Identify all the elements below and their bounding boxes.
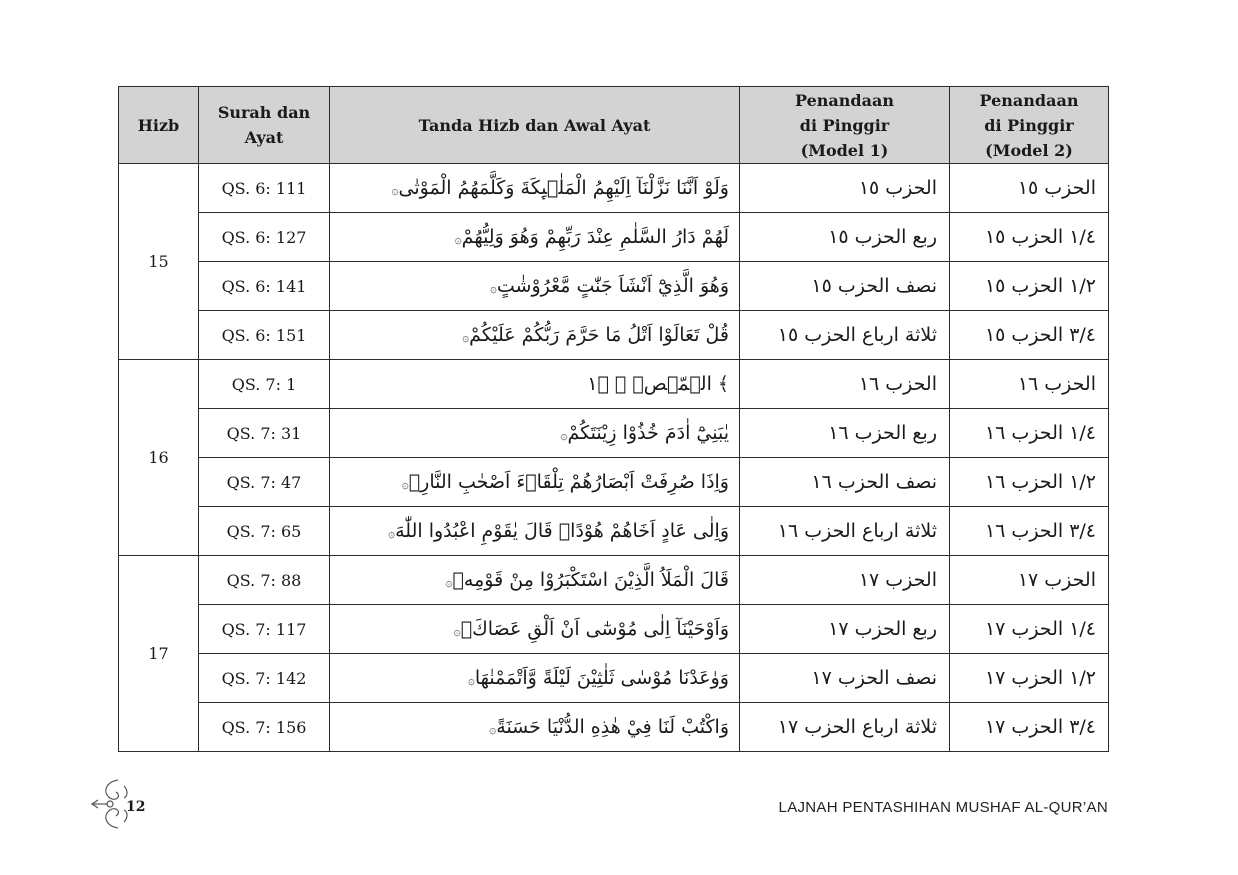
surah-ayat-ref: QS. 7: 65 bbox=[199, 507, 330, 556]
ayat-cell bbox=[330, 409, 740, 458]
ayat-cell bbox=[330, 213, 740, 262]
margin-mark-model-2 bbox=[950, 360, 1109, 409]
margin-mark-model-2-text: ٣/٤ الحزب ١٦ bbox=[984, 520, 1096, 542]
table-row bbox=[119, 164, 1109, 213]
margin-mark-model-2-text: ١/٤ الحزب ١٦ bbox=[984, 422, 1096, 444]
margin-mark-model-1-text: الحزب ١٥ bbox=[858, 177, 937, 199]
margin-mark-model-2-text: ٣/٤ الحزب ١٧ bbox=[984, 716, 1096, 738]
page-number: 12 bbox=[126, 799, 146, 815]
ayat-text: وَهُوَ الَّذِيْٓ اَنْشَاَ جَنّٰتٍ مَّعْرُوْشٰتٍ bbox=[496, 275, 729, 297]
margin-mark-model-1 bbox=[740, 213, 950, 262]
hizb-marker-icon: ۞ bbox=[454, 232, 462, 246]
ayat-text-wrap bbox=[386, 177, 729, 199]
hizb-number: 17 bbox=[119, 556, 199, 752]
ayat-text: وَاَوْحَيْنَآ اِلٰى مُوْسٰٓى اَنْ اَلْقِ عَصَاكَۚ bbox=[460, 618, 729, 640]
margin-mark-model-2 bbox=[950, 605, 1109, 654]
margin-mark-model-2-text: ١/٢ الحزب ١٦ bbox=[984, 471, 1096, 493]
ayat-text-wrap bbox=[484, 275, 729, 297]
ayat-text: الۤمّۤصۤ ۚ ﴿١﴾ bbox=[587, 373, 729, 395]
ayat-text-wrap bbox=[456, 324, 729, 346]
header-model-2: Penandaan di Pinggir (Model 2) bbox=[950, 87, 1109, 164]
hizb-marker-icon: ۞ bbox=[467, 673, 475, 687]
hizb-marker-icon: ۞ bbox=[462, 330, 470, 344]
ayat-text-wrap bbox=[483, 716, 729, 738]
surah-ayat-ref: QS. 6: 111 bbox=[199, 164, 330, 213]
ayat-text-wrap bbox=[587, 373, 729, 395]
margin-mark-model-1 bbox=[740, 556, 950, 605]
table-row bbox=[119, 605, 1109, 654]
header-surah-ayat: Surah dan Ayat bbox=[199, 87, 330, 164]
hizb-marker-icon: ۞ bbox=[401, 477, 409, 491]
margin-mark-model-2 bbox=[950, 458, 1109, 507]
margin-mark-model-2 bbox=[950, 654, 1109, 703]
margin-mark-model-1-text: ثلاثة ارباع الحزب ١٧ bbox=[777, 716, 937, 738]
margin-mark-model-1 bbox=[740, 262, 950, 311]
table-row bbox=[119, 409, 1109, 458]
ayat-text: وَلَوْ اَنَّنَا نَزَّلْنَآ اِلَيْهِمُ الْمَلٰۤىِٕكَةَ وَكَلَّمَهُمُ الْمَوْتٰى bbox=[398, 177, 729, 199]
surah-ayat-ref: QS. 6: 151 bbox=[199, 311, 330, 360]
ayat-cell bbox=[330, 311, 740, 360]
surah-ayat-ref: QS. 7: 142 bbox=[199, 654, 330, 703]
table-row bbox=[119, 556, 1109, 605]
ayat-cell bbox=[330, 164, 740, 213]
hizb-marker-icon: ۞ bbox=[560, 428, 568, 442]
margin-mark-model-2-text: ١/٤ الحزب ١٥ bbox=[984, 226, 1096, 248]
margin-mark-model-2-text: ١/٢ الحزب ١٧ bbox=[984, 667, 1096, 689]
margin-mark-model-1 bbox=[740, 409, 950, 458]
margin-mark-model-1 bbox=[740, 311, 950, 360]
margin-mark-model-1-text: ربع الحزب ١٦ bbox=[828, 422, 937, 444]
table-row bbox=[119, 360, 1109, 409]
ayat-text-wrap bbox=[396, 471, 729, 493]
margin-mark-model-1 bbox=[740, 360, 950, 409]
margin-mark-model-1 bbox=[740, 458, 950, 507]
hizb-marker-icon: ۞ bbox=[489, 281, 497, 295]
ayat-cell bbox=[330, 507, 740, 556]
table-row bbox=[119, 458, 1109, 507]
table-row bbox=[119, 311, 1109, 360]
margin-mark-model-1-text: ربع الحزب ١٧ bbox=[828, 618, 937, 640]
running-title: LAJNAH PENTASHIHAN MUSHAF AL-QUR’AN bbox=[778, 799, 1108, 816]
margin-mark-model-2 bbox=[950, 556, 1109, 605]
margin-mark-model-2-text: الحزب ١٦ bbox=[1017, 373, 1096, 395]
hizb-marker-icon: ۞ bbox=[445, 575, 453, 589]
ayat-cell bbox=[330, 703, 740, 752]
ayat-text-wrap bbox=[449, 226, 729, 248]
ayat-text: قَالَ الْمَلَاُ الَّذِيْنَ اسْتَكْبَرُوْا مِنْ قَوْمِهٖ bbox=[452, 569, 729, 591]
margin-mark-model-2-text: ٣/٤ الحزب ١٥ bbox=[984, 324, 1096, 346]
surah-ayat-ref: QS. 6: 141 bbox=[199, 262, 330, 311]
margin-mark-model-1 bbox=[740, 703, 950, 752]
margin-mark-model-1-text: الحزب ١٧ bbox=[858, 569, 937, 591]
surah-ayat-ref: QS. 7: 88 bbox=[199, 556, 330, 605]
table-row bbox=[119, 213, 1109, 262]
header-tanda-hizb: Tanda Hizb dan Awal Ayat bbox=[330, 87, 740, 164]
ayat-text: وَوٰعَدْنَا مُوْسٰى ثَلٰثِيْنَ لَيْلَةً وَّاَتْمَمْنٰهَا bbox=[474, 667, 729, 689]
margin-mark-model-1-text: نصف الحزب ١٦ bbox=[811, 471, 937, 493]
margin-mark-model-2 bbox=[950, 311, 1109, 360]
margin-mark-model-1 bbox=[740, 164, 950, 213]
margin-mark-model-1-text: ثلاثة ارباع الحزب ١٦ bbox=[777, 520, 937, 542]
hizb-marker-icon: ۞ bbox=[388, 526, 396, 540]
ayat-text: لَهُمْ دَارُ السَّلٰمِ عِنْدَ رَبِّهِمْ وَهُوَ وَلِيُّهُمْ bbox=[461, 226, 729, 248]
ayat-text-wrap bbox=[440, 569, 730, 591]
ayat-text-wrap bbox=[462, 667, 729, 689]
surah-ayat-ref: QS. 6: 127 bbox=[199, 213, 330, 262]
margin-mark-model-1-text: ربع الحزب ١٥ bbox=[828, 226, 937, 248]
table-row bbox=[119, 262, 1109, 311]
ayat-text-wrap bbox=[448, 618, 729, 640]
ayat-cell bbox=[330, 654, 740, 703]
surah-ayat-ref: QS. 7: 31 bbox=[199, 409, 330, 458]
margin-mark-model-2 bbox=[950, 213, 1109, 262]
ayat-text-wrap bbox=[382, 520, 729, 542]
margin-mark-model-2 bbox=[950, 164, 1109, 213]
margin-mark-model-1-text: ثلاثة ارباع الحزب ١٥ bbox=[777, 324, 937, 346]
header-hizb: Hizb bbox=[119, 87, 199, 164]
margin-mark-model-2-text: ١/٢ الحزب ١٥ bbox=[984, 275, 1096, 297]
surah-ayat-ref: QS. 7: 117 bbox=[199, 605, 330, 654]
hizb-number: 16 bbox=[119, 360, 199, 556]
surah-ayat-ref: QS. 7: 156 bbox=[199, 703, 330, 752]
ayat-cell bbox=[330, 360, 740, 409]
margin-mark-model-2-text: الحزب ١٥ bbox=[1017, 177, 1096, 199]
margin-mark-model-1-text: نصف الحزب ١٥ bbox=[811, 275, 937, 297]
surah-ayat-ref: QS. 7: 1 bbox=[199, 360, 330, 409]
margin-mark-model-2 bbox=[950, 409, 1109, 458]
hizb-marker-icon: ۞ bbox=[391, 183, 399, 197]
margin-mark-model-1-text: نصف الحزب ١٧ bbox=[811, 667, 937, 689]
surah-ayat-ref: QS. 7: 47 bbox=[199, 458, 330, 507]
margin-mark-model-1-text: الحزب ١٦ bbox=[858, 373, 937, 395]
ayat-text: يٰبَنِيْٓ اٰدَمَ خُذُوْا زِيْنَتَكُمْ bbox=[567, 422, 729, 444]
hizb-marker-icon: ۞ bbox=[489, 722, 497, 736]
table-row bbox=[119, 703, 1109, 752]
margin-mark-model-2 bbox=[950, 703, 1109, 752]
table-row bbox=[119, 507, 1109, 556]
margin-mark-model-2 bbox=[950, 507, 1109, 556]
margin-mark-model-1 bbox=[740, 654, 950, 703]
ayat-text: وَاكْتُبْ لَنَا فِيْ هٰذِهِ الدُّنْيَا حَسَنَةً bbox=[496, 716, 729, 738]
hizb-table bbox=[118, 86, 1109, 752]
ayat-text: وَاِلٰى عَادٍ اَخَاهُمْ هُوْدًاۗ قَالَ يٰقَوْمِ اعْبُدُوا اللّٰهَ bbox=[395, 520, 729, 542]
margin-mark-model-1 bbox=[740, 605, 950, 654]
ayat-cell bbox=[330, 458, 740, 507]
table-row bbox=[119, 654, 1109, 703]
header-row bbox=[119, 87, 1109, 164]
hizb-marker-icon: ۞ bbox=[453, 624, 461, 638]
margin-mark-model-1 bbox=[740, 507, 950, 556]
hizb-number: 15 bbox=[119, 164, 199, 360]
margin-mark-model-2-text: الحزب ١٧ bbox=[1017, 569, 1096, 591]
ayat-cell bbox=[330, 605, 740, 654]
ayat-text-wrap bbox=[555, 422, 730, 444]
margin-mark-model-2 bbox=[950, 262, 1109, 311]
ayat-cell bbox=[330, 262, 740, 311]
header-model-1: Penandaan di Pinggir (Model 1) bbox=[740, 87, 950, 164]
ayat-text: وَاِذَا صُرِفَتْ اَبْصَارُهُمْ تِلْقَاۤءَ اَصْحٰبِ النَّارِۙ bbox=[408, 471, 729, 493]
ayat-text: قُلْ تَعَالَوْا اَتْلُ مَا حَرَّمَ رَبُّكُمْ عَلَيْكُمْ bbox=[469, 324, 729, 346]
ayat-cell bbox=[330, 556, 740, 605]
margin-mark-model-2-text: ١/٤ الحزب ١٧ bbox=[984, 618, 1096, 640]
